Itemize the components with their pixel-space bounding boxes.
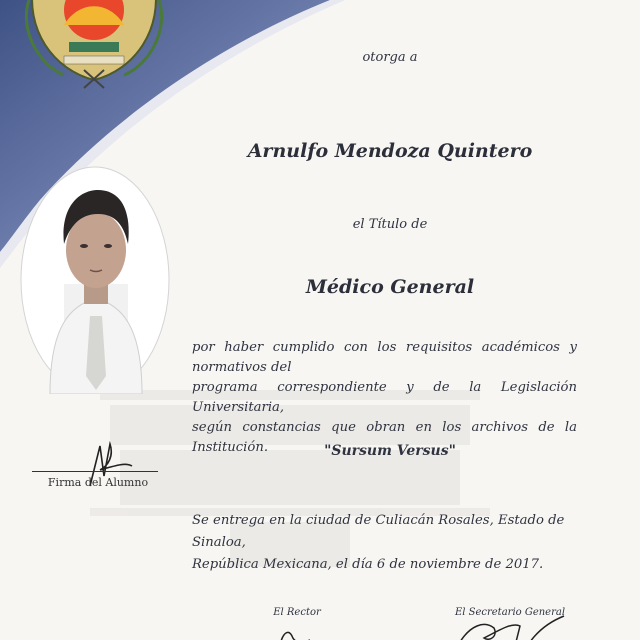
body-line: según constancias que obran en los archivos de la Institución. (192, 420, 577, 455)
place-date-line: República Mexicana, el día 6 de noviembre de 2017. (192, 557, 544, 572)
signature-line (32, 471, 158, 472)
place-date-line: Se entrega en la ciudad de Culiacán Rosales, Estado de Sinaloa, (192, 513, 565, 550)
degree-title: Médico General (305, 276, 475, 298)
student-portrait (20, 166, 170, 394)
rector-label: El Rector (273, 607, 321, 618)
body-line: por haber cumplido con los requisitos académicos y normativos del (192, 340, 577, 375)
motto: "Sursum Versus" (324, 443, 456, 459)
title-of-text: el Título de (352, 217, 428, 232)
university-seal-icon (24, 0, 164, 90)
grants-to-text: otorga a (362, 50, 418, 65)
secretary-general-label: El Secretario General (454, 607, 566, 618)
body-paragraph (192, 338, 577, 458)
rector-signature (270, 622, 330, 640)
student-signature-label: Firma del Alumno (47, 476, 149, 489)
place-date-paragraph (192, 510, 592, 576)
body-line: programa correspondiente y de la Legislación Universitaria, (192, 380, 577, 415)
recipient-name: Arnulfo Mendoza Quintero (247, 140, 533, 162)
secretary-signature (450, 612, 570, 640)
